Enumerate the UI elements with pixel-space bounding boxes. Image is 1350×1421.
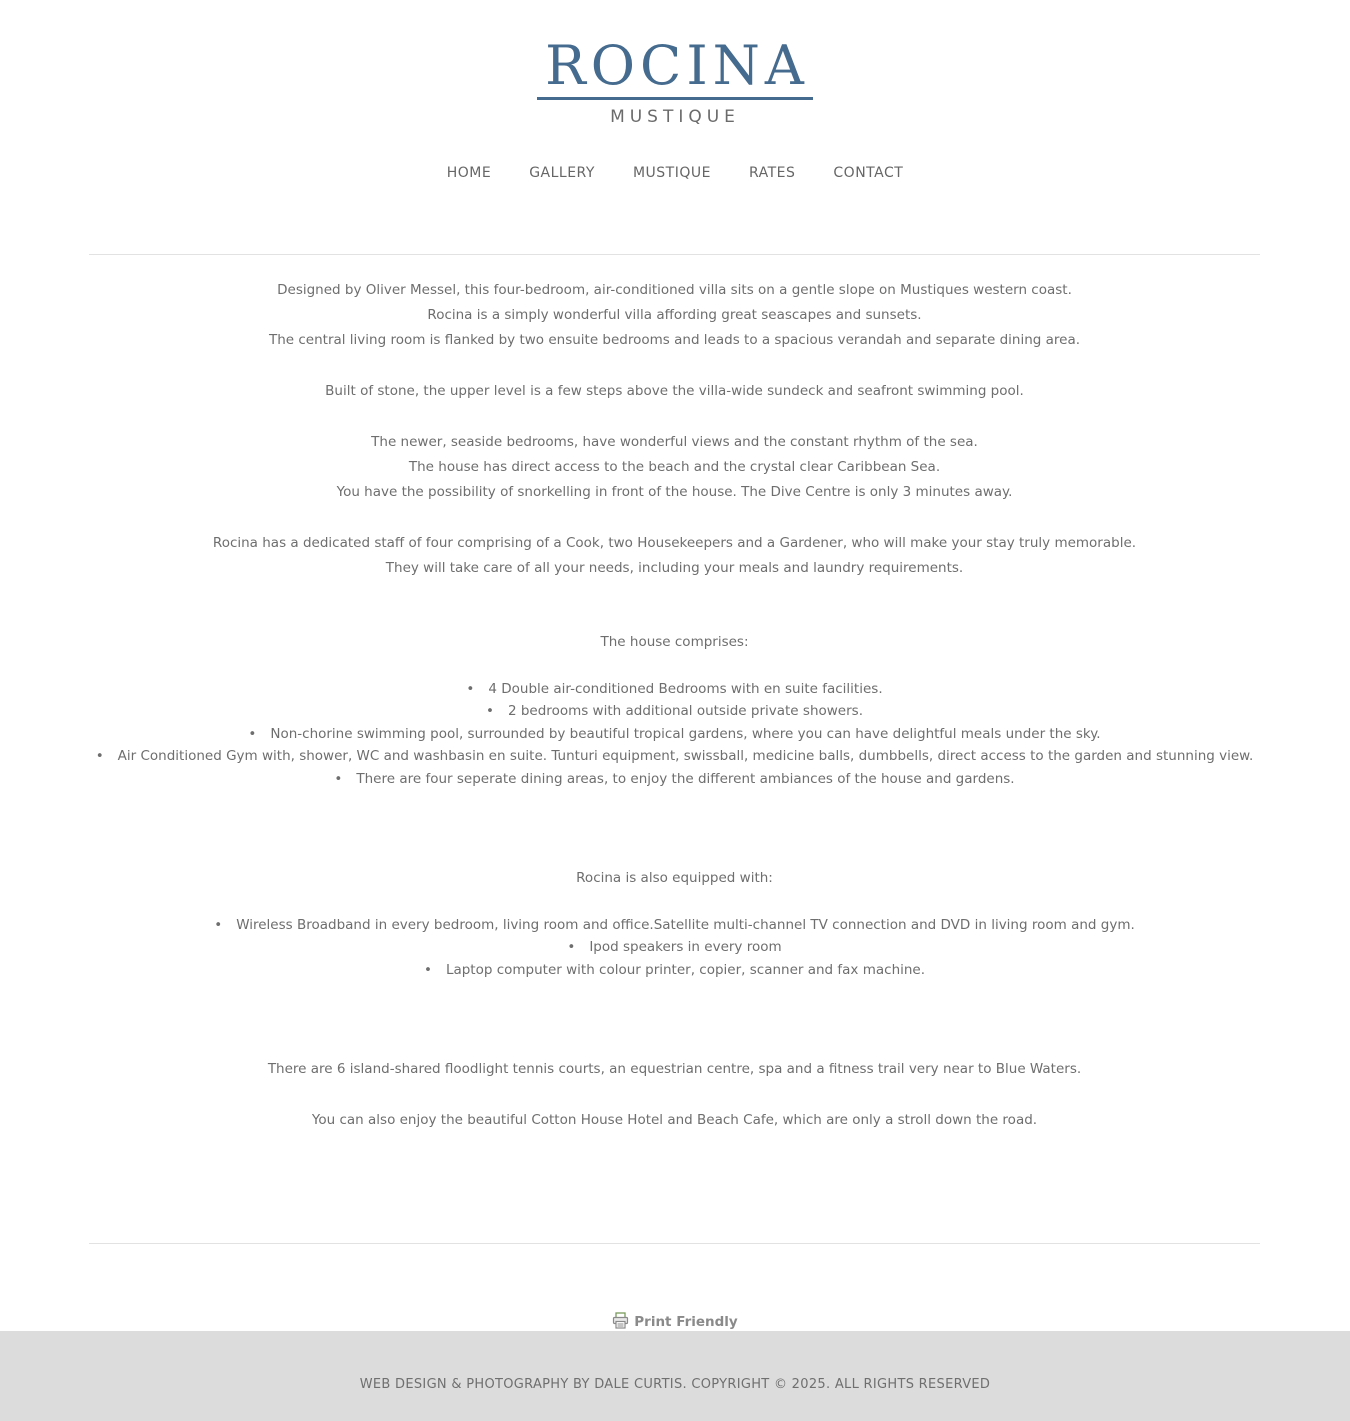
intro-text: Built of stone, the upper level is a few steps above the villa-wide sundeck and seafront swimming pool. — [325, 383, 1024, 399]
list-item: • Non-chorine swimming pool, surrounded by beautiful tropical gardens, where you can have delightful meals under the sky. — [89, 723, 1260, 745]
nav-gallery[interactable]: GALLERY — [529, 165, 595, 181]
list-item: • Air Conditioned Gym with, shower, WC and washbasin en suite. Tunturi equipment, swissball, medicine balls, dumbbells, direct access to the garden and stunning view. — [89, 745, 1260, 767]
logo-title: ROCINA — [537, 36, 813, 100]
print-friendly-button[interactable] — [0, 1312, 1350, 1333]
house-heading: The house comprises: — [600, 634, 749, 650]
list-item: • Ipod speakers in every room — [89, 936, 1260, 958]
intro-text: Designed by Oliver Messel, this four-bedroom, air-conditioned villa sits on a gentle slope on Mustiques western coast. — [277, 282, 1072, 298]
main-nav — [0, 165, 1350, 181]
printer-icon — [612, 1312, 629, 1333]
page-content — [89, 278, 1260, 1133]
footer-copyright: WEB DESIGN & PHOTOGRAPHY BY DALE CURTIS. COPYRIGHT © 2025. ALL RIGHTS RESERVED — [359, 1377, 991, 1392]
intro-text: The house has direct access to the beach and the crystal clear Caribbean Sea. — [408, 459, 941, 475]
bottom-divider — [89, 1243, 1260, 1244]
logo-subtitle: MUSTIQUE — [610, 107, 740, 127]
nav-mustique[interactable]: MUSTIQUE — [632, 165, 711, 181]
outro-text: You can also enjoy the beautiful Cotton House Hotel and Beach Cafe, which are only a stroll down the road. — [311, 1112, 1038, 1129]
house-list — [89, 678, 1260, 790]
outro-text: There are 6 island-shared floodlight tennis courts, an equestrian centre, spa and a fitness trail very near to Blue Waters. — [267, 1061, 1082, 1078]
site-logo[interactable] — [0, 36, 1350, 129]
intro-text: You have the possibility of snorkelling in front of the house. The Dive Centre is only 3 minutes away. — [336, 484, 1013, 500]
list-item: • There are four seperate dining areas, to enjoy the different ambiances of the house and gardens. — [89, 768, 1260, 790]
intro-text: The central living room is flanked by two ensuite bedrooms and leads to a spacious verandah and separate dining area. — [268, 332, 1081, 348]
site-footer — [0, 1331, 1350, 1421]
nav-rates[interactable]: RATES — [748, 165, 796, 181]
equipped-heading: Rocina is also equipped with: — [576, 870, 773, 887]
top-divider — [89, 254, 1260, 255]
nav-contact[interactable]: CONTACT — [833, 165, 904, 181]
intro-text: Rocina has a dedicated staff of four comprising of a Cook, two Housekeepers and a Gardener, who will make your stay truly memorable. — [212, 535, 1137, 551]
intro-text: The newer, seaside bedrooms, have wonderful views and the constant rhythm of the sea. — [371, 434, 978, 450]
list-item: • Laptop computer with colour printer, copier, scanner and fax machine. — [89, 959, 1260, 981]
list-item: • Wireless Broadband in every bedroom, living room and office.Satellite multi-channel TV connection and DVD in living room and gym. — [89, 914, 1260, 936]
print-friendly-label: Print Friendly — [634, 1314, 738, 1330]
nav-home[interactable]: HOME — [446, 165, 492, 181]
intro-text: They will take care of all your needs, including your meals and laundry requirements. — [385, 560, 964, 576]
equipped-list — [89, 914, 1260, 981]
intro-text: Rocina is a simply wonderful villa affording great seascapes and sunsets. — [427, 307, 922, 323]
list-item: • 4 Double air-conditioned Bedrooms with en suite facilities. — [89, 678, 1260, 700]
list-item: • 2 bedrooms with additional outside private showers. — [89, 700, 1260, 722]
